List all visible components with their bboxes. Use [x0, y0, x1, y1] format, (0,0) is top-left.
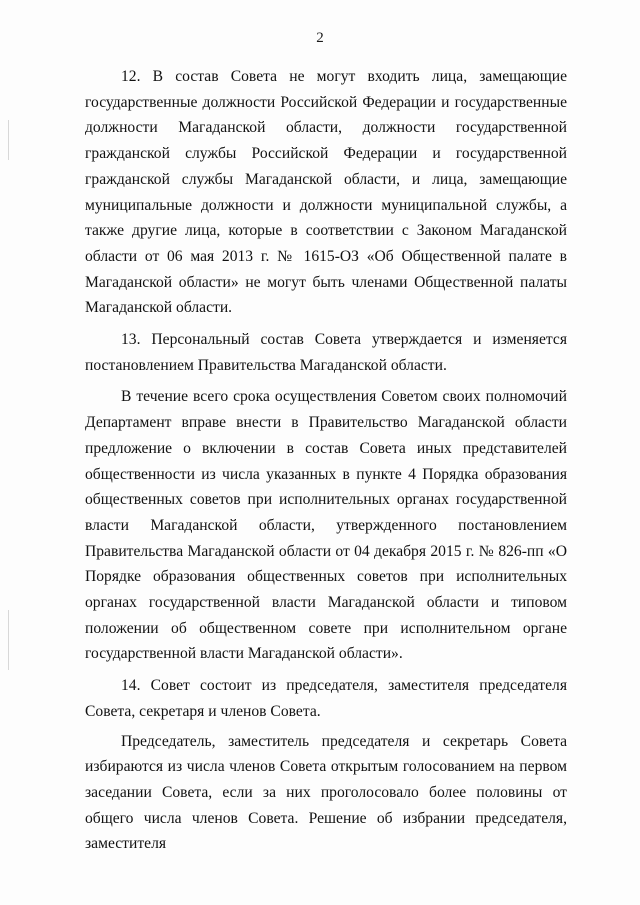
paragraph-14: 14. Совет состоит из председателя, заместителя председателя Совета, секретаря и членов Совета.	[85, 677, 567, 720]
paragraph-13: 13. Персональный состав Совета утверждается и изменяется постановлением Правительства Магаданской области.	[85, 331, 567, 374]
paragraph-department-proposal: В течение всего срока осуществления Советом своих полномочий Департамент вправе внести в Правительство Магаданской области предложение о включении в состав Совета иных представителей общественности из числа указанных в пункте 4 Порядка образования общественных советов при исполнительных органах государственной власти Магаданской области, утвержденного постановлением Правительства Магаданской области от 04 декабря 2015 г. № 826-пп «О Порядке образования общественных советов при исполнительных органах государственной власти Магаданской области и типовом положении об общественном совете при исполнительном органе государственной власти Магаданской области».	[85, 388, 567, 663]
scan-artifact	[8, 610, 9, 670]
paragraph-chair-election: Председатель, заместитель председателя и секретарь Совета избираются из числа членов Совета открытым голосованием на первом заседании Совета, если за них проголосовало более половины от общего числа членов Совета. Решение об избрании председателя, заместителя	[85, 732, 567, 853]
page-number: 2	[316, 30, 324, 46]
document-body	[85, 64, 567, 863]
paragraph-12: 12. В состав Совета не могут входить лица, замещающие государственные должности Российской Федерации и государственные должности Магаданской области, должности государственной гражданской службы Российской Федерации и государственной гражданской службы Магаданской области, и лица, замещающие муниципальные должности и должности муниципальной службы, а также другие лица, которые в соответствии с Законом Магаданской области от 06 мая 2013 г. № 1615-ОЗ «Об Общественной палате в Магаданской области» не могут быть членами Общественной палаты Магаданской области.	[85, 68, 567, 317]
scan-artifact	[8, 120, 9, 160]
